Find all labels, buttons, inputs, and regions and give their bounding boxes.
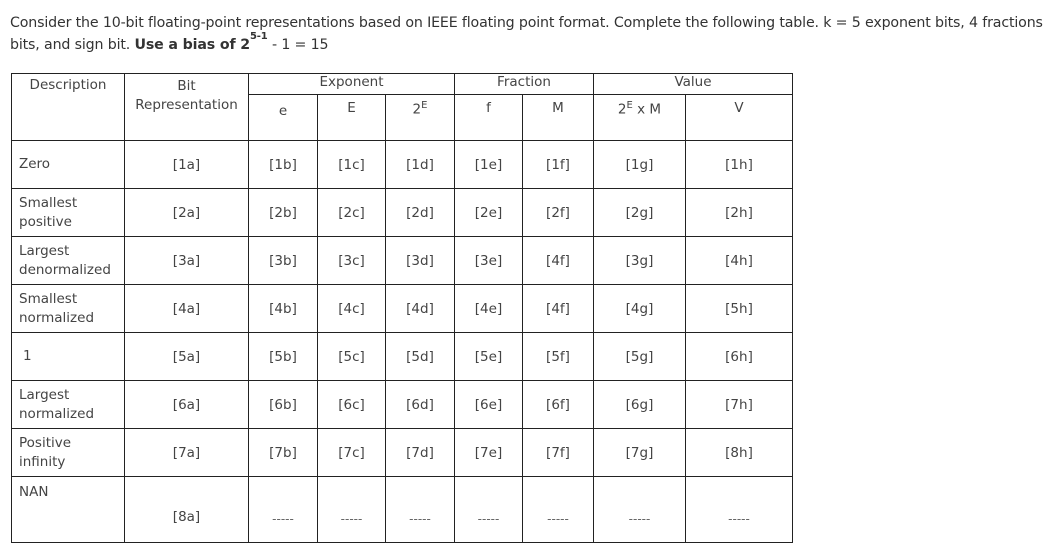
- header-e: e: [249, 95, 318, 141]
- header-2ExM-rest: x M: [632, 101, 662, 118]
- e-cell: [4b]: [249, 285, 318, 333]
- twoExM-cell: [4g]: [594, 285, 686, 333]
- e-cell: [3b]: [249, 237, 318, 285]
- table-row: [12, 381, 793, 429]
- twoE-cell: [5d]: [386, 333, 455, 381]
- E-cell: [4c]: [318, 285, 386, 333]
- table-row: [12, 285, 793, 333]
- header-representation: Representation: [135, 97, 238, 113]
- row-description-line2: normalized: [19, 405, 95, 422]
- bit-representation-cell: [1a]: [125, 141, 249, 189]
- header-row-1: [12, 74, 793, 95]
- M-cell: [6f]: [523, 381, 594, 429]
- E-cell: [5c]: [318, 333, 386, 381]
- table-row: [12, 477, 793, 543]
- E-cell: [6c]: [318, 381, 386, 429]
- row-description-line1: Zero: [19, 156, 51, 172]
- f-cell: [4e]: [455, 285, 523, 333]
- header-2ExM-sup: E: [626, 100, 633, 111]
- row-description: [12, 333, 125, 381]
- bias-label: Use a bias of 2: [134, 37, 250, 53]
- V-cell: [1h]: [686, 141, 793, 189]
- f-cell: [3e]: [455, 237, 523, 285]
- E-cell: [7c]: [318, 429, 386, 477]
- E-cell: -----: [318, 477, 386, 543]
- f-cell: -----: [455, 477, 523, 543]
- header-V: V: [686, 95, 793, 141]
- M-cell: [5f]: [523, 333, 594, 381]
- table-row: [12, 333, 793, 381]
- bit-representation-cell: [4a]: [125, 285, 249, 333]
- float-representation-table: [11, 73, 793, 543]
- V-cell: [4h]: [686, 237, 793, 285]
- question-line-1: Consider the 10-bit floating-point representations based on IEEE floating point format. Complete the following table. k = 5 exponent bits, 4 fractions: [10, 15, 1043, 31]
- bit-representation-cell: [3a]: [125, 237, 249, 285]
- row-description: [12, 285, 125, 333]
- twoE-cell: -----: [386, 477, 455, 543]
- row-description-line1: Largest: [19, 242, 70, 259]
- row-description-line2: positive: [19, 213, 72, 230]
- row-description: [12, 381, 125, 429]
- row-description-line1: NAN: [19, 484, 49, 500]
- row-description-line2: infinity: [19, 453, 66, 470]
- e-cell: -----: [249, 477, 318, 543]
- table-row: [12, 141, 793, 189]
- M-cell: -----: [523, 477, 594, 543]
- twoExM-cell: [7g]: [594, 429, 686, 477]
- V-cell: [5h]: [686, 285, 793, 333]
- bit-representation-cell: [6a]: [125, 381, 249, 429]
- header-exponent: Exponent: [249, 74, 455, 95]
- header-2ExM-base: 2: [617, 101, 627, 118]
- E-cell: [1c]: [318, 141, 386, 189]
- e-cell: [1b]: [249, 141, 318, 189]
- bit-representation-cell: [5a]: [125, 333, 249, 381]
- header-2E-base: 2: [412, 101, 422, 118]
- twoE-cell: [1d]: [386, 141, 455, 189]
- e-cell: [7b]: [249, 429, 318, 477]
- twoE-cell: [7d]: [386, 429, 455, 477]
- twoE-cell: [2d]: [386, 189, 455, 237]
- header-bit: Bit: [177, 78, 196, 94]
- row-description-line1: 1: [23, 348, 32, 364]
- row-description-line1: Largest: [19, 386, 70, 403]
- row-description-line1: Smallest: [19, 194, 78, 211]
- E-cell: [3c]: [318, 237, 386, 285]
- V-cell: [8h]: [686, 429, 793, 477]
- row-description: [12, 477, 125, 543]
- e-cell: [6b]: [249, 381, 318, 429]
- header-M: M: [523, 95, 594, 141]
- question-text: [10, 12, 1050, 56]
- header-2E-sup: E: [421, 100, 428, 111]
- table-row: [12, 237, 793, 285]
- question-line-2: [10, 31, 1050, 56]
- header-f: f: [455, 95, 523, 141]
- row-description-line2: denormalized: [19, 261, 111, 278]
- f-cell: [7e]: [455, 429, 523, 477]
- bias-result: - 1 = 15: [267, 37, 329, 53]
- M-cell: [4f]: [523, 285, 594, 333]
- header-fraction: Fraction: [455, 74, 594, 95]
- question-line-2-prefix: bits, and sign bit.: [10, 37, 135, 53]
- twoExM-cell: [3g]: [594, 237, 686, 285]
- f-cell: [5e]: [455, 333, 523, 381]
- f-cell: [6e]: [455, 381, 523, 429]
- row-description: [12, 237, 125, 285]
- bias-instruction: [134, 31, 268, 53]
- M-cell: [1f]: [523, 141, 594, 189]
- E-cell: [2c]: [318, 189, 386, 237]
- bit-representation-cell: [7a]: [125, 429, 249, 477]
- twoExM-cell: [1g]: [594, 141, 686, 189]
- twoE-cell: [3d]: [386, 237, 455, 285]
- twoE-cell: [6d]: [386, 381, 455, 429]
- bias-exponent: 5-1: [250, 31, 268, 42]
- bit-representation-cell: [8a]: [125, 477, 249, 543]
- row-description: [12, 189, 125, 237]
- twoExM-cell: [5g]: [594, 333, 686, 381]
- V-cell: [2h]: [686, 189, 793, 237]
- header-2E: [386, 95, 455, 141]
- twoExM-cell: -----: [594, 477, 686, 543]
- table-row: [12, 189, 793, 237]
- V-cell: -----: [686, 477, 793, 543]
- row-description-line2: normalized: [19, 309, 95, 326]
- M-cell: [2f]: [523, 189, 594, 237]
- e-cell: [2b]: [249, 189, 318, 237]
- header-E: E: [318, 95, 386, 141]
- header-bit-representation: [125, 74, 249, 141]
- header-2ExM: [594, 95, 686, 141]
- header-value: Value: [594, 74, 793, 95]
- M-cell: [4f]: [523, 237, 594, 285]
- header-description: Description: [12, 74, 125, 141]
- bit-representation-cell: [2a]: [125, 189, 249, 237]
- row-description: [12, 141, 125, 189]
- V-cell: [6h]: [686, 333, 793, 381]
- f-cell: [1e]: [455, 141, 523, 189]
- twoExM-cell: [2g]: [594, 189, 686, 237]
- twoE-cell: [4d]: [386, 285, 455, 333]
- V-cell: [7h]: [686, 381, 793, 429]
- M-cell: [7f]: [523, 429, 594, 477]
- f-cell: [2e]: [455, 189, 523, 237]
- row-description-line1: Smallest: [19, 290, 78, 307]
- e-cell: [5b]: [249, 333, 318, 381]
- row-description-line1: Positive: [19, 434, 72, 451]
- twoExM-cell: [6g]: [594, 381, 686, 429]
- row-description: [12, 429, 125, 477]
- table-row: [12, 429, 793, 477]
